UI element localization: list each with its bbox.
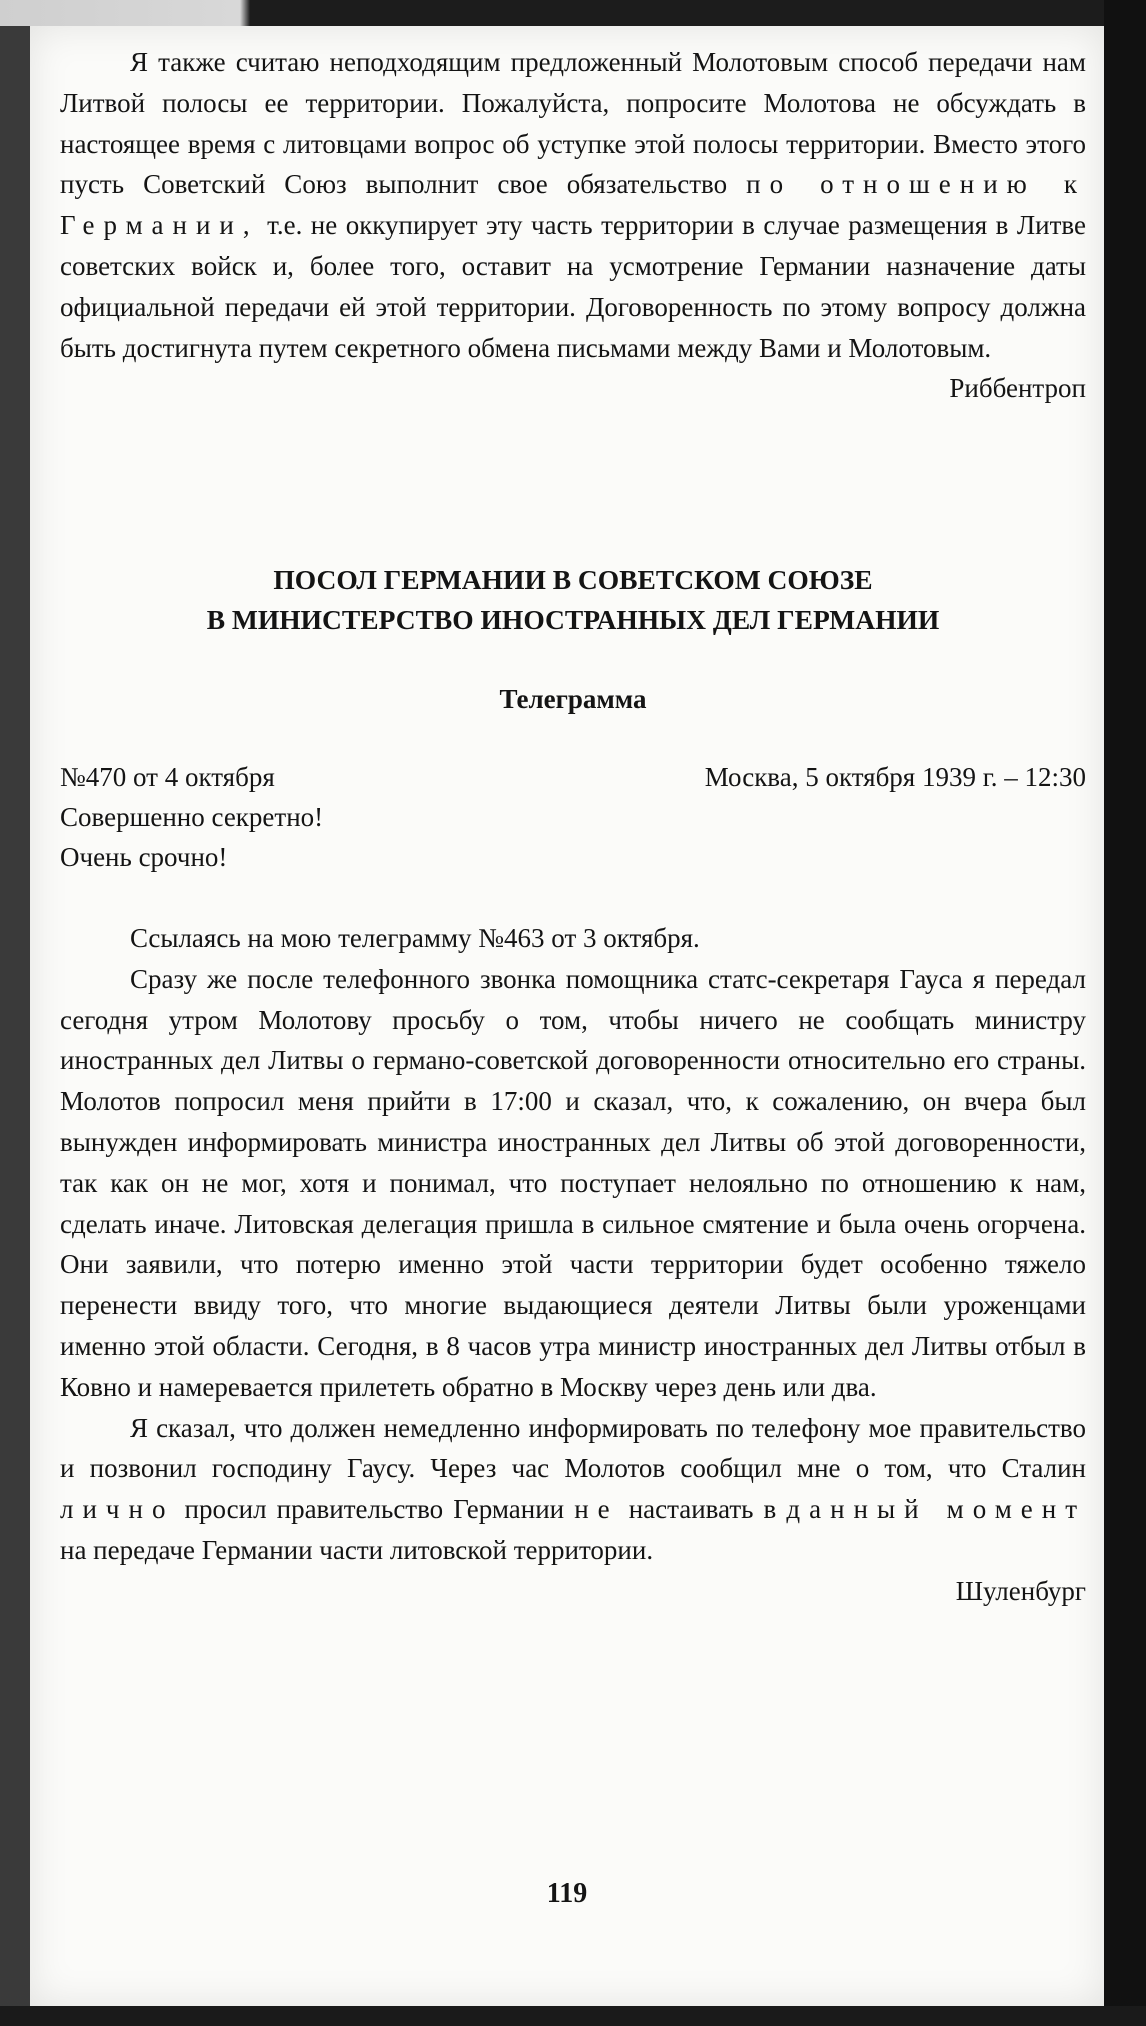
p3-text-d: на передаче Германии части литовской территории. <box>60 1534 654 1565</box>
heading-line-2: В МИНИСТЕРСТВО ИНОСТРАННЫХ ДЕЛ ГЕРМАНИИ <box>206 604 940 635</box>
body-paragraph-2: Сразу же после телефонного звонка помощника статс-секретаря Гауса я передал сегодня утром Молотову просьбу о том, чтобы ничего не сообщать министру иностранных дел Литвы о германо-советской договоренности относительно его страны. Молотов попросил меня прийти в 17:00 и сказал, что, к сожалению, он вчера был вынужден информировать министра иностранных дел Литвы об этой договоренности, так как он не мог, хотя и понимал, что поступает нелояльно по отношению к нам, сделать иначе. Литовская делегация пришла в сильное смятение и была очень огорчена. Они заявили, что потерю именно этой части территории будет особенно тяжело перенести ввиду того, что многие выдающиеся деятели Литвы были уроженцами именно этой области. Сегодня, в 8 часов утра министр иностранных дел Литвы отбыл в Ковно и намеревается прилететь обратно в Москву через день или два. <box>60 963 1086 1402</box>
secrecy-mark: Совершенно секретно! <box>60 802 324 832</box>
spaced-emphasis-moment: данный момент <box>786 1494 1087 1525</box>
scan-border-top <box>0 0 1146 26</box>
urgency-mark: Очень срочно! <box>60 842 228 872</box>
ribbentrop-letter <box>60 42 1086 409</box>
telegram-title: Телеграмма <box>499 684 647 714</box>
spaced-emphasis-personally: лично <box>60 1494 175 1525</box>
telegram-number: №470 от 4 октября <box>60 762 275 792</box>
spaced-emphasis-not: не <box>574 1494 619 1525</box>
spaced-emphasis-germany: по отношению к Германии, <box>60 169 1086 241</box>
scan-border-right <box>1104 0 1146 2026</box>
signature-ribbentrop: Риббентроп <box>949 373 1086 404</box>
heading-line-1: ПОСОЛ ГЕРМАНИИ В СОВЕТСКОМ СОЮЗЕ <box>273 564 873 595</box>
body-paragraph-1: Ссылаясь на мою телеграмму №463 от 3 октября. <box>130 923 700 953</box>
p3-text-c: настаивать в <box>628 1494 777 1525</box>
telegram-meta-row <box>60 762 1086 793</box>
letter-paragraph <box>60 42 1086 368</box>
telegram-place-date: Москва, 5 октября 1939 г. – 12:30 <box>704 762 1086 792</box>
book-page <box>30 26 1104 2006</box>
p3-text-b: просил правительство Германии <box>184 1494 565 1525</box>
letter-text-1: Я также считаю неподходящим предложенный Молотовым способ передачи нам Литвой полосы ее территории. Пожалуйста, попросите Молотова не обсуждать в настоящее время с литовцами вопрос об уступке этой полосы территории. Вместо этого пусть Советский Союз выполнит свое обязательство <box>60 47 1086 200</box>
document-heading <box>60 560 1086 640</box>
body-paragraph-3 <box>60 1408 1086 1571</box>
page-number: 119 <box>546 1878 588 1909</box>
telegram-body <box>60 918 1086 1612</box>
p3-text-a: Я сказал, что должен немедленно информировать по телефону мое правительство и позвонил господину Гаусу. Через час Молотов сообщил мне о том, что Сталин <box>60 1412 1086 1484</box>
signature-schulenburg: Шуленбург <box>955 1575 1086 1606</box>
letter-text-2: т.е. не оккупирует эту часть территории в случае размещения в Литве советских войск и, более того, оставит на усмотрение Германии назначение даты официальной передачи ей этой территории. Договоренность по этому вопросу должна быть достигнута путем секретного обмена письмами между Вами и Молотовым. <box>60 210 1087 363</box>
scan-border-bottom <box>0 2006 1146 2026</box>
